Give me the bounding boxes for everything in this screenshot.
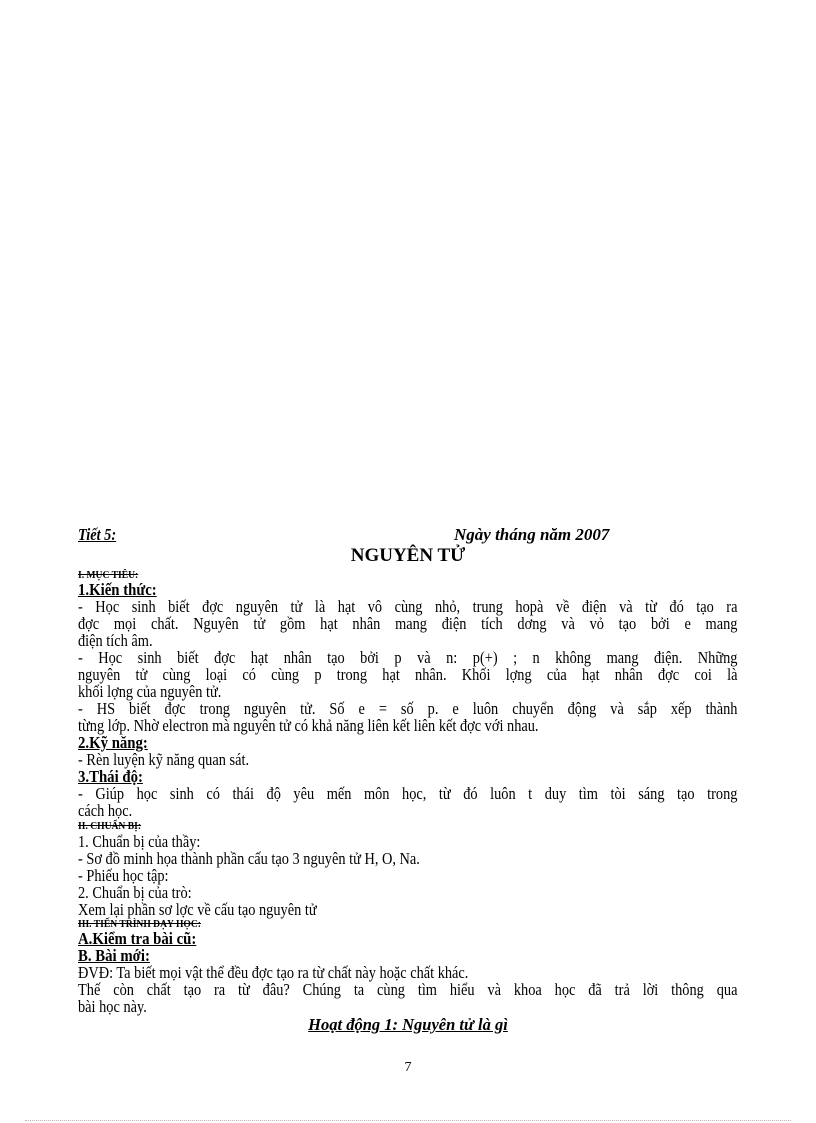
page-border — [25, 1120, 791, 1121]
text-line: - Phiếu học tập: — [78, 866, 169, 885]
text-line: bài học này. — [78, 997, 147, 1016]
text-line: - Giúp học sinh có thái độ yêu mến môn học, từ đó luôn t duy tìm tòi sáng tạo trong — [78, 784, 738, 803]
subsection-heading: A.Kiểm tra bài cũ: — [78, 929, 197, 948]
text-line: ĐVĐ: Ta biết mọi vật thể đều đợc tạo ra từ chất này hoặc chất khác. — [78, 963, 469, 982]
text-line: Thế còn chất tạo ra từ đâu? Chúng ta cùng tìm hiểu và khoa học đã trả lời thông qua — [78, 980, 738, 999]
text-line: đợc mọi chất. Nguyên tử gồm hạt nhân mang điện tích dơng và vỏ tạo bởi e mang — [78, 614, 738, 633]
lesson-number: Tiết 5: — [78, 525, 117, 544]
text-line: 1. Chuẩn bị của thầy: — [78, 832, 201, 851]
text-line: cách học. — [78, 801, 133, 820]
text-line: - HS biết đợc trong nguyên tử. Số e = số p. e luôn chuyển động và sắp xếp thành — [78, 699, 738, 718]
subsection-heading: 1.Kiến thức: — [78, 580, 157, 599]
date: Ngày tháng năm 2007 — [454, 525, 610, 544]
text-line: khối lợng của nguyên tử. — [78, 682, 222, 701]
page-number: 7 — [404, 1060, 412, 1075]
text-line: 2. Chuẩn bị của trò: — [78, 883, 192, 902]
subsection-heading: 2.Kỹ năng: — [78, 733, 148, 752]
text-line: - Học sinh biết đợc nguyên tử là hạt vô cùng nhỏ, trung hopà về điện và từ đó tạo ra — [78, 597, 738, 616]
text-line: Xem lại phần sơ lợc về cấu tạo nguyên tử — [78, 900, 317, 919]
text-line: điện tích âm. — [78, 631, 153, 650]
subsection-heading: 3.Thái độ: — [78, 767, 143, 786]
text-line: - Sơ đồ minh họa thành phần cấu tạo 3 nguyên tử H, O, Na. — [78, 849, 420, 868]
activity-heading: Hoạt động 1: Nguyên tử là gì — [308, 1015, 508, 1034]
text-line: nguyên tử cùng loại có cùng p trong hạt nhân. Khối lợng của hạt nhân đợc coi là — [78, 665, 738, 684]
page-title: NGUYÊN TỬ — [350, 545, 466, 566]
text-line: - Học sinh biết đợc hạt nhân tạo bởi p và n: p(+) ; n không mang điện. Những — [78, 648, 738, 667]
section-heading: I. MỤC TIÊU: — [78, 569, 139, 581]
section-heading: III. TIẾN TRÌNH DẠY HỌC: — [78, 918, 201, 930]
section-heading: II. CHUẨN BỊ: — [78, 820, 142, 832]
text-line: - Rèn luyện kỹ năng quan sát. — [78, 750, 250, 769]
text-line: từng lớp. Nhờ electron mà nguyên tử có khả năng liên kết liên kết đợc với nhau. — [78, 716, 539, 735]
subsection-heading: B. Bài mới: — [78, 946, 150, 965]
